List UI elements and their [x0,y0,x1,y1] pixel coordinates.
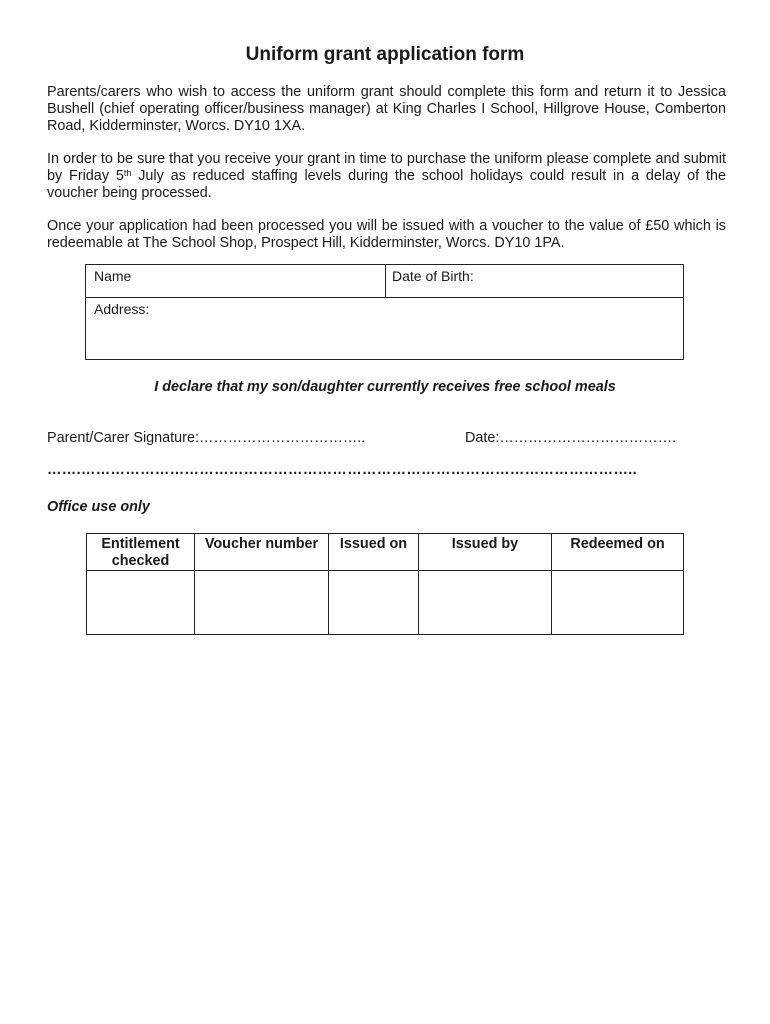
column-issued-on: Issued on [329,534,419,571]
separator-line: …….………………………………………………………………………………………………….. [47,462,638,478]
office-entry-row [87,571,684,635]
voucher-number-cell[interactable] [195,571,329,635]
column-entitlement-checked: Entitlement checked [87,534,195,571]
office-use-table [86,533,684,635]
office-use-heading: Office use only [47,499,150,515]
column-voucher-number: Voucher number [195,534,329,571]
address-field[interactable]: Address: [94,301,150,317]
column-redeemed-on: Redeemed on [552,534,684,571]
name-field[interactable]: Name [94,268,132,284]
date-of-birth-field[interactable]: Date of Birth: [392,268,474,284]
deadline-ordinal-suffix: th [123,168,132,178]
deadline-text-end: July as reduced staffing levels during the school holidays could result in a delay of the voucher being processed. [47,168,726,201]
table-divider [385,265,386,297]
deadline-text-start: In order to be sure that you receive your grant in time to purchase the uniform please complete and submit by Friday 5 [47,151,726,184]
signature-field[interactable]: Parent/Carer Signature:…………………………….. [47,430,366,446]
free-meals-declaration: I declare that my son/daughter currently receives free school meals [154,379,616,395]
issued-on-cell[interactable] [329,571,419,635]
issued-by-cell[interactable] [419,571,552,635]
entitlement-checked-cell[interactable] [87,571,195,635]
intro-paragraph-deadline [47,151,726,202]
office-header-row [87,534,684,571]
page-title: Uniform grant application form [245,44,525,65]
applicant-details-table [85,264,684,360]
table-divider [86,297,683,298]
date-field[interactable]: Date:………………………………. [465,430,677,446]
intro-paragraph-return: Parents/carers who wish to access the uniform grant should complete this form and return it to Jessica Bushell (chief operating officer/business manager) at King Charles I School, Hillgrove House, Comberton Road, Kidderminster, Worcs. DY10 1XA. [47,84,726,134]
intro-paragraph-voucher: Once your application had been processed you will be issued with a voucher to the value of £50 which is redeemable at The School Shop, Prospect Hill, Kidderminster, Worcs. DY10 1PA. [47,218,726,251]
redeemed-on-cell[interactable] [552,571,684,635]
column-issued-by: Issued by [419,534,552,571]
